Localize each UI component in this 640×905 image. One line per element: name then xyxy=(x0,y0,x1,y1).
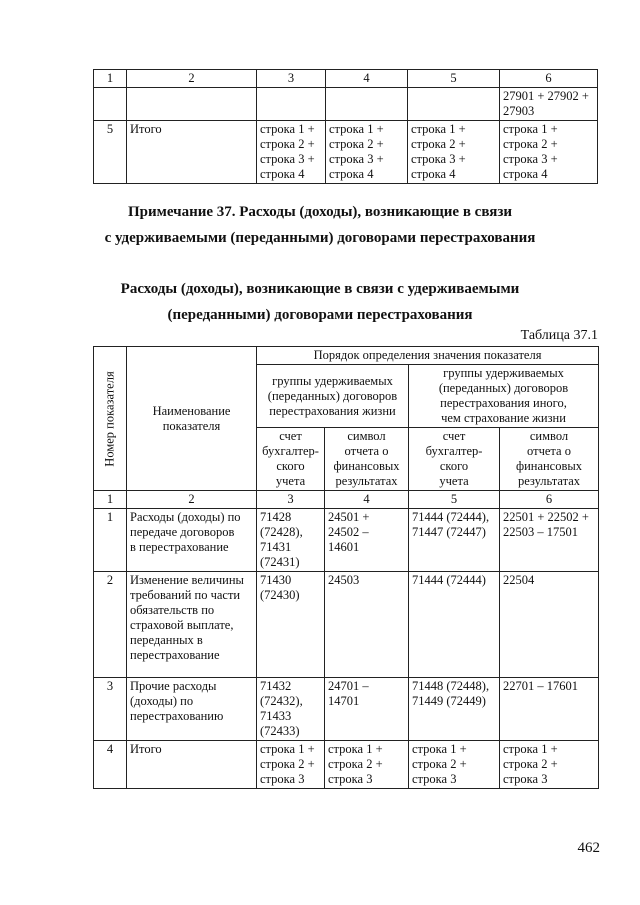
page-number: 462 xyxy=(577,840,600,856)
header-cell: 2 xyxy=(127,70,257,88)
row-number: 1 xyxy=(94,509,127,572)
table-cell: 22504 xyxy=(500,572,599,678)
indicator-number-header-text: Номер показателя xyxy=(102,370,117,467)
indicator-name-header: Наименование показателя xyxy=(127,347,257,491)
subgroup-life-header: группы удерживаемых (переданных) договоров перестрахования жизни xyxy=(257,365,409,428)
table-cell: строка 1 + строка 2 + строка 3 xyxy=(500,741,599,789)
account-header: счет бухгалтер- ского учета xyxy=(257,428,325,491)
column-number: 2 xyxy=(127,491,257,509)
row-name: Итого xyxy=(127,741,257,789)
table-cell: 24501 + 24502 – 14601 xyxy=(325,509,409,572)
table-cell: строка 1 + строка 2 + строка 3 + строка 4 xyxy=(326,121,408,184)
table-row xyxy=(94,678,599,741)
table-row xyxy=(94,121,598,184)
table-cell: 24503 xyxy=(325,572,409,678)
header-cell: 3 xyxy=(257,70,326,88)
header-cell: 4 xyxy=(326,70,408,88)
row-name: Изменение величины требований по части обязательств по страховой выплате, переданных в перестрахование xyxy=(127,572,257,678)
column-number: 5 xyxy=(409,491,500,509)
table-cell: 22701 – 17601 xyxy=(500,678,599,741)
column-number: 6 xyxy=(500,491,599,509)
section-title: Расходы (доходы), возникающие в связи с удерживаемыми xyxy=(120,281,520,297)
row-number: 2 xyxy=(94,572,127,678)
table-row xyxy=(94,741,599,789)
row-name: Расходы (доходы) по передаче договоров в перестрахование xyxy=(127,509,257,572)
header-cell: 5 xyxy=(408,70,500,88)
row-number: 3 xyxy=(94,678,127,741)
column-numbering-row xyxy=(94,491,599,509)
table-cell: 22501 + 22502 + 22503 – 17501 xyxy=(500,509,599,572)
column-number: 1 xyxy=(94,491,127,509)
row-number: 4 xyxy=(94,741,127,789)
table-row xyxy=(94,509,599,572)
header-cell: 1 xyxy=(94,70,127,88)
table-cell: строка 1 + строка 2 + строка 3 xyxy=(325,741,409,789)
table-header-row xyxy=(94,347,599,365)
row-name: Итого xyxy=(127,121,257,184)
column-number: 3 xyxy=(257,491,325,509)
table-cell: 24701 – 14701 xyxy=(325,678,409,741)
account-header: счет бухгалтер- ского учета xyxy=(409,428,500,491)
table-37-1 xyxy=(93,346,599,789)
table-cell: строка 1 + строка 2 + строка 3 + строка 4 xyxy=(257,121,326,184)
symbol-header: символ отчета о финансовых результатах xyxy=(500,428,599,491)
symbol-header: символ отчета о финансовых результатах xyxy=(325,428,409,491)
table-cell: 71428 (72428), 71431 (72431) xyxy=(257,509,325,572)
table-header-row xyxy=(94,70,598,88)
header-cell: 6 xyxy=(500,70,598,88)
continued-table xyxy=(93,69,598,184)
table-cell: 27901 + 27902 + 27903 xyxy=(500,88,598,121)
group-header: Порядок определения значения показателя xyxy=(257,347,599,365)
section-title-line2: (переданными) договорами перестрахования xyxy=(167,307,473,323)
table-cell: 71430 (72430) xyxy=(257,572,325,678)
table-cell: строка 1 + строка 2 + строка 3 xyxy=(409,741,500,789)
row-name: Прочие расходы (доходы) по перестрахованию xyxy=(127,678,257,741)
subgroup-nonlife-header: группы удерживаемых (переданных) договоров перестрахования иного, чем страхование жизни xyxy=(409,365,599,428)
table-cell: 71448 (72448), 71449 (72449) xyxy=(409,678,500,741)
table-cell: строка 1 + строка 2 + строка 3 + строка 4 xyxy=(500,121,598,184)
table-cell: 71432 (72432), 71433 (72433) xyxy=(257,678,325,741)
indicator-number-header xyxy=(94,347,127,491)
table-cell: строка 1 + строка 2 + строка 3 + строка 4 xyxy=(408,121,500,184)
note-heading: Примечание 37. Расходы (доходы), возникающие в связи xyxy=(127,204,513,220)
table-row xyxy=(94,88,598,121)
table-cell: 71444 (72444) xyxy=(409,572,500,678)
table-caption: Таблица 37.1 xyxy=(520,328,598,343)
table-row xyxy=(94,572,599,678)
table-cell: строка 1 + строка 2 + строка 3 xyxy=(257,741,325,789)
table-cell: 71444 (72444), 71447 (72447) xyxy=(409,509,500,572)
row-number: 5 xyxy=(94,121,127,184)
note-heading-line2: с удерживаемыми (переданными) договорами перестрахования xyxy=(104,230,536,246)
column-number: 4 xyxy=(325,491,409,509)
